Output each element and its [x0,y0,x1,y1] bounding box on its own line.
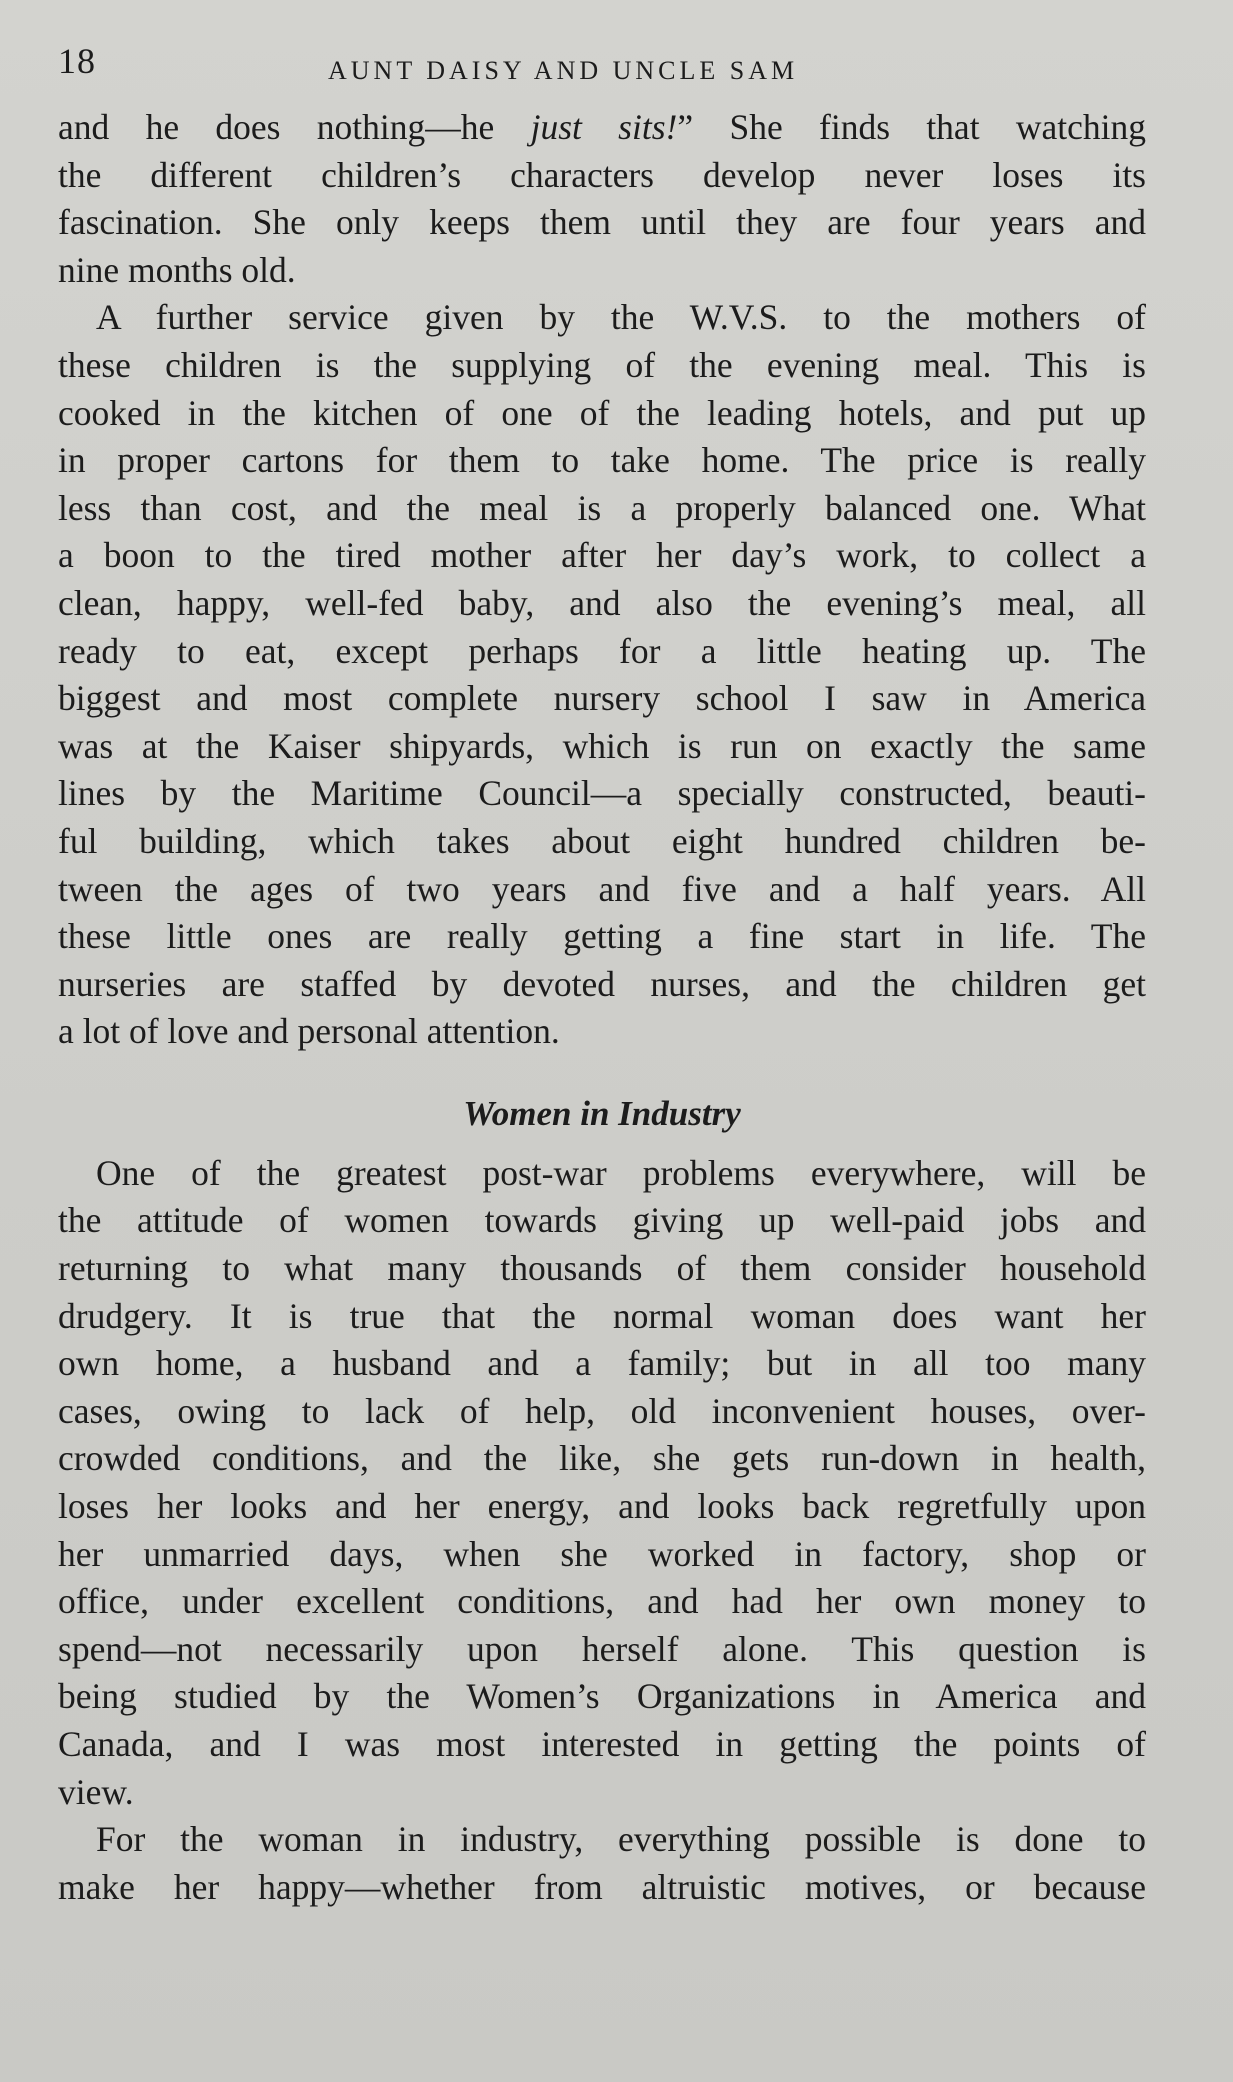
text-line: her unmarried days, when she worked in factory, shop or [58,1533,1146,1574]
text-line: returning to what many thousands of them consider household [58,1248,1146,1289]
text-line: cases, owing to lack of help, old inconvenient houses, over- [58,1390,1146,1431]
running-head: AUNT DAISY AND UNCLE SAM [328,56,799,85]
text-line: these little ones are really getting a fine start in life. The [58,916,1146,957]
text-line: ready to eat, except perhaps for a little heating up. The [58,630,1146,671]
text-line: cooked in the kitchen of one of the leading hotels, and put up [58,392,1146,433]
text-line [58,104,1146,152]
text-line: lines by the Maritime Council—a specially constructed, beauti- [58,773,1146,814]
text-line: For the woman in industry, everything possible is done to [96,1819,1146,1860]
text-line: office, under excellent conditions, and had her own money to [58,1581,1146,1622]
text-line: loses her looks and her energy, and looks back regretfully upon [58,1486,1146,1527]
text-line: a lot of love and personal attention. [58,1011,560,1052]
page-number: 18 [58,41,96,81]
page-header [58,40,1148,90]
body-text [58,104,1146,1911]
text-line: tween the ages of two years and five and a half years. All [58,868,1146,909]
text-line: Canada, and I was most interested in getting the points of [58,1724,1146,1764]
text-line: in proper cartons for them to take home. The price is really [58,440,1146,481]
text-line: crowded conditions, and the like, she gets run-down in health, [58,1438,1146,1479]
text-line: these children is the supplying of the evening meal. This is [58,344,1146,385]
text-line: the different children’s characters develop never loses its [58,154,1146,195]
text-line: ful building, which takes about eight hundred children be- [58,820,1146,861]
text-line: nine months old. [58,249,296,290]
text-line: nurseries are staffed by devoted nurses, and the children get [58,963,1146,1004]
text-span: and he does nothing—he [58,107,531,147]
text-line: the attitude of women towards giving up well-paid jobs and [58,1200,1146,1241]
text-line: biggest and most complete nursery school I saw in America [58,678,1146,719]
text-line: make her happy—whether from altruistic motives, or because [58,1866,1146,1907]
section-heading: Women in Industry [463,1093,741,1133]
text-line: own home, a husband and a family; but in all too many [58,1343,1146,1384]
text-line: less than cost, and the meal is a properly balanced one. What [58,487,1146,528]
text-span: ” She finds that watching [677,107,1146,147]
text-line: being studied by the Women’s Organizations in America and [58,1676,1146,1717]
text-line: clean, happy, well-fed baby, and also the evening’s meal, all [58,582,1146,623]
text-line: fascination. She only keeps them until they are four years and [58,202,1146,243]
text-line: spend—not necessarily upon herself alone. This question is [58,1628,1146,1669]
text-line: One of the greatest post-war problems everywhere, will be [96,1152,1146,1193]
text-line: view. [58,1771,134,1812]
text-line: a boon to the tired mother after her day’s work, to collect a [58,535,1146,576]
text-line: drudgery. It is true that the normal woman does want her [58,1295,1146,1336]
text-line: was at the Kaiser shipyards, which is run on exactly the same [58,725,1146,766]
text-line: A further service given by the W.V.S. to the mothers of [96,297,1146,338]
italic-phrase: just sits! [530,107,678,147]
